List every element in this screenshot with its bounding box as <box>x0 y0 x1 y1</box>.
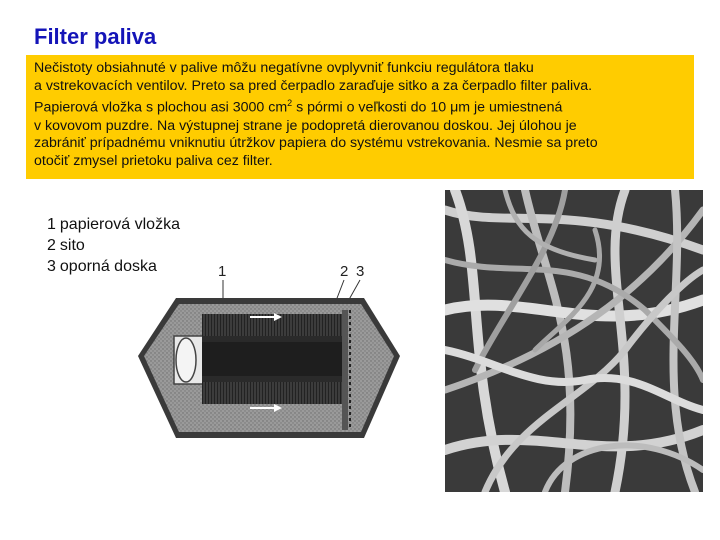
text-line-5: zabrániť prípadnému vniknutiu útržkov papiera do systému vstrekovania. Nesmie sa preto <box>34 135 598 152</box>
paper-fiber-photo <box>445 190 703 492</box>
text-line-3b: s pórmi o veľkosti do 10 μm je umiestnená <box>292 99 563 116</box>
slide-title: Filter paliva <box>34 24 157 49</box>
legend-item: 2 sito <box>47 237 85 254</box>
text-line-6: otočiť zmysel prietoku paliva cez filter. <box>34 152 273 169</box>
callout-3: 3 <box>356 263 365 280</box>
text-line-3 <box>34 95 686 117</box>
legend-item: 3 oporná doska <box>47 258 157 275</box>
description-box <box>26 55 694 179</box>
text-line-4: v kovovom puzdre. Na výstupnej strane je podopretá dierovanou doskou. Jej úlohou je <box>34 117 577 134</box>
text-line-1: Nečistoty obsiahnuté v palive môžu negatívne ovplyvniť funkciu regulátora tlaku <box>34 60 534 76</box>
legend-item: 1 papierová vložka <box>47 216 180 233</box>
superscript: 2 <box>287 98 293 109</box>
fuel-filter-diagram <box>138 256 408 456</box>
text-line-3a: Papierová vložka s plochou asi 3000 cm <box>34 99 288 116</box>
callout-1: 1 <box>218 263 227 280</box>
callout-2: 2 <box>340 263 349 280</box>
text-line-2: a vstrekovacích ventilov. Preto sa pred čerpadlo zaraďuje sitko a za čerpadlo filter paliva. <box>34 77 593 94</box>
